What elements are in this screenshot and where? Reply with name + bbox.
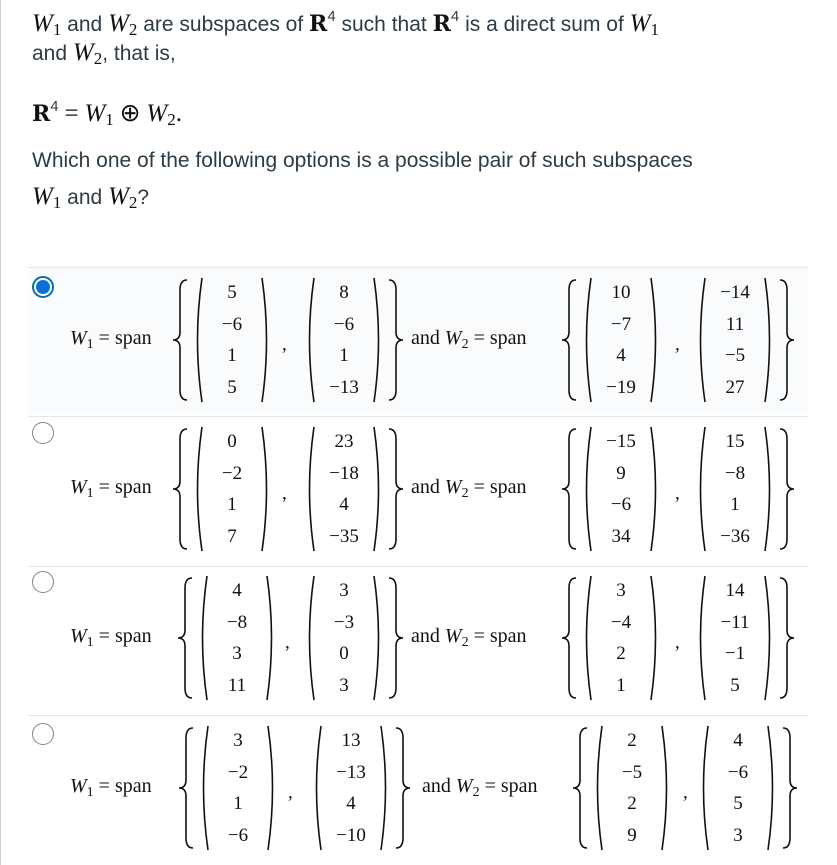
w1-vector-entry: 3 <box>339 580 349 601</box>
w2-vector-entry: 5 <box>730 674 740 696</box>
w2-close-brace <box>780 578 794 698</box>
w1-vector-entry: −18 <box>329 462 359 484</box>
w2-span-label: and $W_2$ = span <box>422 775 538 800</box>
w2-vector-entry: −8 <box>724 462 746 484</box>
w2-vector-entry: 4 <box>733 730 743 751</box>
right-paren <box>374 576 379 700</box>
w1-open-brace <box>173 280 187 400</box>
w2-open-brace <box>573 728 587 848</box>
w1-vector-entry: −6 <box>221 313 243 335</box>
w2-span-label: and $W_2$ = span <box>411 625 527 650</box>
w1-close-brace <box>389 429 403 549</box>
w1-vector-entry: 3 <box>233 730 243 751</box>
right-paren <box>765 427 770 551</box>
w2-vector-comma: , <box>675 334 680 355</box>
w1-vector-entry: −2 <box>221 462 243 484</box>
question-line-1: Which one of the following options is a possible pair of such subspaces <box>32 149 693 172</box>
right-paren <box>651 278 656 402</box>
w2-vector-entry: 1 <box>616 674 626 696</box>
w1-vector-entry: 23 <box>334 431 354 452</box>
w2-vector-entry: 9 <box>627 824 637 846</box>
w2-span-label: and $W_2$ = span <box>411 476 527 501</box>
w1-span-label: $W_1$ = span <box>70 327 152 352</box>
w2-vector-entry: 1 <box>730 494 740 515</box>
w1-span-label: $W_1$ = span <box>70 476 152 501</box>
w1-close-brace <box>389 280 403 400</box>
w1-vector-entry: −35 <box>329 525 359 547</box>
right-paren <box>381 726 386 850</box>
w1-vector-comma: , <box>282 334 287 355</box>
w1-vector-entry: 0 <box>339 643 349 664</box>
w1-vector-entry: 5 <box>227 282 237 303</box>
w1-vector-entry: 4 <box>339 494 349 515</box>
option-radio[interactable] <box>32 723 54 745</box>
option-radio[interactable] <box>32 276 54 298</box>
w2-vector-entry: 11 <box>725 313 745 335</box>
right-paren <box>262 278 267 402</box>
w1-vector-entry: 3 <box>339 674 349 696</box>
w1-vector-entry: −2 <box>227 761 249 783</box>
w2-span-label: and $W_2$ = span <box>411 327 527 352</box>
w1-vector-entry: 4 <box>346 793 356 814</box>
w2-vector-entry: −5 <box>621 761 643 783</box>
right-paren <box>768 726 773 850</box>
w1-vector-entry: 11 <box>227 674 247 696</box>
w2-vector-entry: 15 <box>725 431 745 452</box>
w1-vector-entry: 1 <box>233 793 243 814</box>
right-paren <box>662 726 667 850</box>
right-paren <box>765 278 770 402</box>
w2-close-brace <box>783 728 797 848</box>
right-paren <box>651 427 656 551</box>
right-paren <box>374 427 379 551</box>
w1-vector-comma: , <box>282 483 287 504</box>
w2-vector-entry: 3 <box>616 580 626 601</box>
w1-vector-entry: 0 <box>227 431 237 452</box>
w1-vector-entry: 13 <box>341 730 361 751</box>
w2-vector-entry: −19 <box>606 376 636 398</box>
w1-vector-entry: 5 <box>227 376 237 398</box>
w2-vector-entry: −4 <box>610 611 632 633</box>
w1-vector-entry: −3 <box>333 611 355 633</box>
w1-vector-entry: −13 <box>336 761 366 783</box>
w2-vector-entry: 10 <box>611 282 631 303</box>
w1-vector-entry: 1 <box>339 345 349 366</box>
w1-vector-comma: , <box>285 632 290 653</box>
w1-vector-comma: , <box>288 782 293 803</box>
w2-vector-entry: −14 <box>720 282 750 303</box>
w2-vector-entry: 14 <box>725 580 745 601</box>
w1-vector-entry: −10 <box>336 824 366 846</box>
w2-vector-entry: 9 <box>616 462 626 484</box>
option-radio[interactable] <box>32 571 54 593</box>
question-line-2: $W_1$ and $W_2$? <box>32 183 150 212</box>
w1-span-label: $W_1$ = span <box>70 775 152 800</box>
right-paren <box>267 576 272 700</box>
w2-vector-entry: −36 <box>720 525 750 547</box>
w2-open-brace <box>562 280 576 400</box>
right-paren <box>374 278 379 402</box>
direct-sum-equation: $R^4 = W_1$ ⊕ $W_2$. <box>32 98 182 129</box>
w2-vector-entry: 2 <box>616 643 626 664</box>
w1-open-brace <box>178 578 192 698</box>
w2-vector-comma: , <box>675 632 680 653</box>
w2-vector-comma: , <box>683 782 688 803</box>
w2-vector-entry: −15 <box>606 431 636 452</box>
w1-vector-entry: 7 <box>227 525 237 547</box>
w1-vector-entry: −13 <box>329 376 359 398</box>
w2-vector-entry: −6 <box>727 761 749 783</box>
w1-open-brace <box>173 429 187 549</box>
right-paren <box>262 427 267 551</box>
w1-vector-entry: 1 <box>227 345 237 366</box>
w2-vector-entry: 5 <box>733 793 743 814</box>
w1-vector-entry: 1 <box>227 494 237 515</box>
intro-line-2: and $W_2$, that is, <box>32 39 176 68</box>
w2-vector-comma: , <box>675 483 680 504</box>
w1-vector-entry: −6 <box>333 313 355 335</box>
w1-vector-entry: 3 <box>232 643 242 664</box>
w2-close-brace <box>780 280 794 400</box>
w1-close-brace <box>389 578 403 698</box>
intro-line-1: $W_1$ and $W_2$ are subspaces of $R^4$ such that $R^4$ is a direct sum of $W_1$ <box>32 8 659 39</box>
w2-vector-entry: 27 <box>725 376 745 398</box>
w2-vector-entry: −6 <box>610 494 632 515</box>
option-radio[interactable] <box>32 422 54 444</box>
right-paren <box>765 576 770 700</box>
w1-vector-entry: −6 <box>227 824 249 846</box>
right-paren <box>268 726 273 850</box>
w1-vector-entry: 8 <box>339 282 349 303</box>
w1-vector-entry: 4 <box>232 580 242 601</box>
w2-vector-entry: 2 <box>627 730 637 751</box>
w2-vector-entry: 4 <box>616 345 626 366</box>
w2-vector-entry: 3 <box>733 824 743 846</box>
w2-open-brace <box>562 429 576 549</box>
w1-vector-entry: −8 <box>226 611 248 633</box>
w1-span-label: $W_1$ = span <box>70 625 152 650</box>
w1-close-brace <box>396 728 410 848</box>
w2-vector-entry: 34 <box>611 525 631 547</box>
w1-open-brace <box>179 728 193 848</box>
w2-vector-entry: −11 <box>720 611 750 633</box>
w2-vector-entry: −1 <box>724 643 746 664</box>
w2-vector-entry: −7 <box>610 313 632 335</box>
w2-vector-entry: −5 <box>724 345 746 366</box>
w2-vector-entry: 2 <box>627 793 637 814</box>
w2-open-brace <box>562 578 576 698</box>
w2-close-brace <box>780 429 794 549</box>
right-paren <box>651 576 656 700</box>
